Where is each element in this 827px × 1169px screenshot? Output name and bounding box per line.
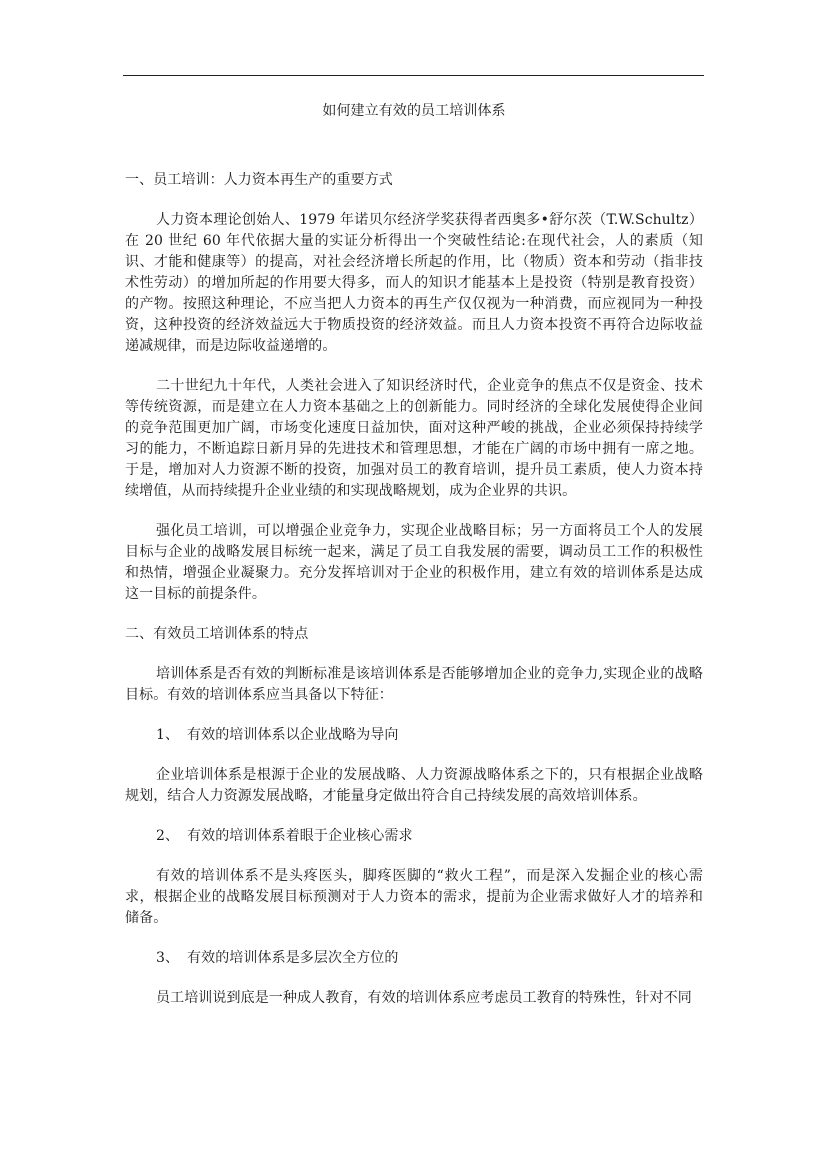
section-heading: 一、员工培训：人力资本再生产的重要方式	[125, 172, 393, 188]
paragraph: 企业培训体系是根源于企业的发展战略、人力资源战略体系之下的，只有根据企业战略规划，结合人力资源发展战略，才能量身定做出符合自己持续发展的高效培训体系。	[125, 767, 703, 804]
list-item-heading	[125, 826, 703, 847]
paragraph: 强化员工培训，可以增强企业竞争力，实现企业战略目标；另一方面将员工个人的发展目标与企业的战略发展目标统一起来，满足了员工自我发展的需要，调动员工工作的积极性和热情，增强企业凝聚力。充分发挥培训对于企业的积极作用，建立有效的培训体系是达成这一目标的前提条件。	[125, 523, 703, 602]
document-title: 如何建立有效的员工培训体系	[322, 103, 506, 119]
paragraph: 人力资本理论创始人、1979 年诺贝尔经济学奖获得者西奥多•舒尔茨（T.W.Schultz）在 20 世纪 60 年代依据大量的实证分析得出一个突破性结论:在现代社会，人的素质（知识、才能和健康等）的提高，对社会经济增长所起的作用，比（物质）资本和劳动（指非技术性劳动）的增加所起的作用要大得多，而人的知识才能基本上是投资（特别是教育投资）的产物。按照这种理论，不应当把人力资本的再生产仅仅视为一种消费，而应视同为一种投资，这种投资的经济效益远大于物质投资的经济效益。而且人力资本投资不再符合边际收益递减规律，而是边际收益递增的。	[125, 212, 703, 354]
list-item-heading	[125, 725, 703, 746]
paragraph: 培训体系是否有效的判断标准是该培训体系是否能够增加企业的竞争力,实现企业的战略目标。有效的培训体系应当具备以下特征：	[125, 666, 703, 703]
list-number: 1、	[156, 727, 180, 743]
paragraph: 有效的培训体系不是头疼医头，脚疼医脚的“救火工程”，而是深入发掘企业的核心需求，根据企业的战略发展目标预测对于人力资本的需求，提前为企业需求做好人才的培养和储备。	[125, 868, 703, 926]
list-number: 3、	[156, 950, 180, 966]
paragraph: 员工培训说到底是一种成人教育，有效的培训体系应考虑员工教育的特殊性，针对不同	[156, 990, 692, 1006]
document-body	[125, 101, 703, 1028]
list-item-heading	[125, 948, 703, 969]
list-item-label: 有效的培训体系以企业战略为导向	[187, 727, 399, 743]
list-item-label: 有效的培训体系着眼于企业核心需求	[187, 828, 413, 844]
list-item-label: 有效的培训体系是多层次全方位的	[187, 950, 399, 966]
paragraph: 二十世纪九十年代，人类社会进入了知识经济时代，企业竞争的焦点不仅是资金、技术等传统资源，而是建立在人力资本基础之上的创新能力。同时经济的全球化发展使得企业间的竞争范围更加广阔，市场变化速度日益加快，面对这种严峻的挑战，企业必须保持持续学习的能力，不断追踪日新月异的先进技术和管理思想，才能在广阔的市场中拥有一席之地。于是，增加对人力资源不断的投资，加强对员工的教育培训，提升员工素质，使人力资本持续增值，从而持续提升企业业绩的和实现战略规划，成为企业界的共识。	[125, 378, 703, 499]
list-number: 2、	[156, 828, 180, 844]
header-rule	[123, 75, 704, 76]
section-heading: 二、有效员工培训体系的特点	[125, 626, 309, 642]
